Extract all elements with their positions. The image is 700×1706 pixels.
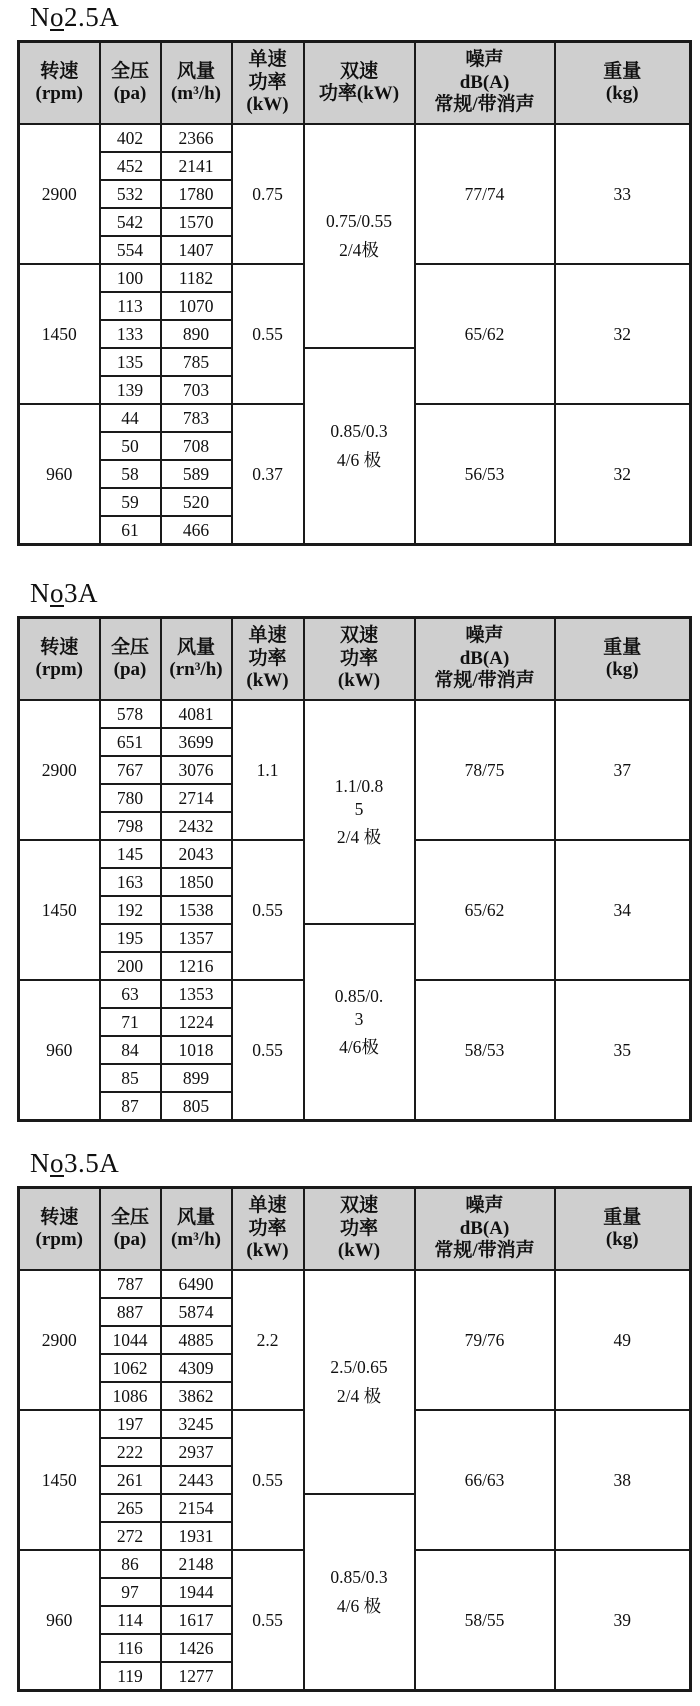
cell-pressure: 84 xyxy=(100,1036,161,1064)
dual-power-line: 2.5/0.65 xyxy=(330,1357,388,1378)
column-header-pressure xyxy=(100,618,161,701)
cell-weight: 37 xyxy=(555,700,691,840)
column-header-weight xyxy=(555,1188,691,1271)
cell-single-power: 0.55 xyxy=(232,264,304,404)
cell-pressure: 116 xyxy=(100,1634,161,1662)
fan-spec-table xyxy=(17,616,692,1122)
header-line: 转速 xyxy=(40,60,79,82)
cell-dual-power xyxy=(304,1270,415,1494)
cell-pressure: 139 xyxy=(100,376,161,404)
cell-airflow: 805 xyxy=(161,1092,232,1121)
title-underlined-o: o xyxy=(50,1148,64,1178)
cell-speed: 1450 xyxy=(19,264,100,404)
cell-dual-power xyxy=(304,124,415,348)
cell-airflow: 1538 xyxy=(161,896,232,924)
cell-noise: 79/76 xyxy=(415,1270,555,1410)
dual-power-line: 4/6 极 xyxy=(336,1596,382,1616)
table-row xyxy=(19,124,691,152)
cell-weight: 49 xyxy=(555,1270,691,1410)
header-line: 单速 xyxy=(248,49,287,71)
header-line: 风量 xyxy=(176,636,215,658)
cell-pressure: 100 xyxy=(100,264,161,292)
header-line: (kg) xyxy=(605,659,639,680)
cell-pressure: 1044 xyxy=(100,1326,161,1354)
cell-single-power: 0.55 xyxy=(232,980,304,1121)
cell-single-power: 0.75 xyxy=(232,124,304,264)
cell-airflow: 2937 xyxy=(161,1438,232,1466)
cell-single-power: 0.55 xyxy=(232,840,304,980)
header-row xyxy=(19,42,691,125)
cell-airflow: 1216 xyxy=(161,952,232,980)
header-line: (kg) xyxy=(605,1229,639,1250)
column-header-airflow xyxy=(161,618,232,701)
header-line: 转速 xyxy=(40,636,79,658)
table-block-no3-5a xyxy=(17,1148,689,1692)
header-line: 常规/带消声 xyxy=(434,670,535,692)
title-prefix: N xyxy=(30,578,50,608)
cell-airflow: 1353 xyxy=(161,980,232,1008)
column-header-dual-power xyxy=(304,1188,415,1271)
cell-dual-power xyxy=(304,348,415,545)
column-header-noise xyxy=(415,1188,555,1271)
cell-speed: 1450 xyxy=(19,1410,100,1550)
cell-airflow: 1407 xyxy=(161,236,232,264)
header-row xyxy=(19,618,691,701)
cell-pressure: 58 xyxy=(100,460,161,488)
header-line: (rpm) xyxy=(35,83,83,104)
cell-pressure: 50 xyxy=(100,432,161,460)
header-line: (pa) xyxy=(113,1229,147,1250)
table-row xyxy=(19,700,691,728)
cell-noise: 65/62 xyxy=(415,840,555,980)
cell-airflow: 3699 xyxy=(161,728,232,756)
cell-speed: 960 xyxy=(19,980,100,1121)
header-line: (m³/h) xyxy=(170,1229,222,1250)
cell-airflow: 3245 xyxy=(161,1410,232,1438)
dual-power-line: 0.85/0. xyxy=(334,985,384,1006)
column-header-single-power xyxy=(232,1188,304,1271)
cell-airflow: 2141 xyxy=(161,152,232,180)
cell-airflow: 1780 xyxy=(161,180,232,208)
title-suffix: 2.5A xyxy=(64,2,120,32)
cell-airflow: 890 xyxy=(161,320,232,348)
cell-pressure: 87 xyxy=(100,1092,161,1121)
cell-pressure: 113 xyxy=(100,292,161,320)
cell-pressure: 1062 xyxy=(100,1354,161,1382)
cell-noise: 78/75 xyxy=(415,700,555,840)
cell-airflow: 589 xyxy=(161,460,232,488)
dual-power-line: 0.75/0.55 xyxy=(325,211,393,232)
header-line: 风量 xyxy=(176,60,215,82)
table-body xyxy=(19,1270,691,1691)
dual-power-line: 2/4 极 xyxy=(336,1386,382,1406)
header-line: 功率 xyxy=(248,647,287,669)
header-line: (kW) xyxy=(337,1240,381,1262)
cell-airflow: 1070 xyxy=(161,292,232,320)
cell-pressure: 787 xyxy=(100,1270,161,1298)
cell-noise: 58/55 xyxy=(415,1550,555,1691)
cell-airflow: 1018 xyxy=(161,1036,232,1064)
header-line: 重量 xyxy=(603,636,642,658)
dual-power-line: 2/4 极 xyxy=(336,827,382,848)
cell-pressure: 265 xyxy=(100,1494,161,1522)
dual-power-line: 3 xyxy=(354,1008,364,1029)
cell-dual-power xyxy=(304,1494,415,1691)
table-block-no2-5a xyxy=(17,2,689,546)
header-line: 常规/带消声 xyxy=(434,94,535,116)
cell-weight: 34 xyxy=(555,840,691,980)
header-line: (m³/h) xyxy=(170,83,222,104)
cell-pressure: 97 xyxy=(100,1578,161,1606)
cell-speed: 2900 xyxy=(19,124,100,264)
fan-spec-table xyxy=(17,1186,692,1692)
cell-pressure: 61 xyxy=(100,516,161,545)
cell-pressure: 44 xyxy=(100,404,161,432)
column-header-speed xyxy=(19,42,100,125)
header-row xyxy=(19,1188,691,1271)
cell-pressure: 261 xyxy=(100,1466,161,1494)
table-head xyxy=(19,42,691,125)
cell-weight: 39 xyxy=(555,1550,691,1691)
dual-power-line: 1.1/0.8 xyxy=(334,775,384,796)
title-suffix: 3.5A xyxy=(64,1148,120,1178)
cell-dual-power xyxy=(304,700,415,924)
fan-spec-table xyxy=(17,40,692,546)
cell-airflow: 4885 xyxy=(161,1326,232,1354)
cell-noise: 77/74 xyxy=(415,124,555,264)
table-head xyxy=(19,618,691,701)
cell-single-power: 0.37 xyxy=(232,404,304,545)
cell-pressure: 780 xyxy=(100,784,161,812)
cell-pressure: 272 xyxy=(100,1522,161,1550)
dual-power-line: 4/6极 xyxy=(339,1037,379,1058)
cell-pressure: 71 xyxy=(100,1008,161,1036)
column-header-weight xyxy=(555,42,691,125)
cell-airflow: 1426 xyxy=(161,1634,232,1662)
header-line: 噪声 xyxy=(465,625,504,647)
cell-speed: 960 xyxy=(19,404,100,545)
cell-airflow: 1617 xyxy=(161,1606,232,1634)
header-line: 单速 xyxy=(248,1195,287,1217)
table-body xyxy=(19,124,691,545)
cell-airflow: 899 xyxy=(161,1064,232,1092)
cell-single-power: 1.1 xyxy=(232,700,304,840)
cell-pressure: 119 xyxy=(100,1662,161,1691)
header-line: dB(A) xyxy=(459,1217,510,1239)
cell-airflow: 1224 xyxy=(161,1008,232,1036)
header-line: 全压 xyxy=(110,636,149,658)
dual-power-line: 4/6 极 xyxy=(336,450,382,470)
column-header-airflow xyxy=(161,42,232,125)
header-line: (kW) xyxy=(246,670,289,692)
cell-airflow: 3076 xyxy=(161,756,232,784)
cell-noise: 58/53 xyxy=(415,980,555,1121)
header-line: 风量 xyxy=(176,1206,215,1228)
cell-noise: 56/53 xyxy=(415,404,555,545)
cell-airflow: 6490 xyxy=(161,1270,232,1298)
table-row xyxy=(19,1270,691,1298)
title-underlined-o: o xyxy=(50,578,64,608)
cell-airflow: 4081 xyxy=(161,700,232,728)
cell-airflow: 783 xyxy=(161,404,232,432)
cell-speed: 1450 xyxy=(19,840,100,980)
cell-airflow: 2714 xyxy=(161,784,232,812)
cell-pressure: 59 xyxy=(100,488,161,516)
header-line: 双速 xyxy=(339,60,378,82)
cell-pressure: 452 xyxy=(100,152,161,180)
header-line: 噪声 xyxy=(465,49,504,71)
cell-airflow: 1944 xyxy=(161,1578,232,1606)
cell-airflow: 1277 xyxy=(161,1662,232,1691)
header-line: dB(A) xyxy=(459,647,510,669)
cell-speed: 2900 xyxy=(19,700,100,840)
header-line: 双速 xyxy=(339,625,378,647)
cell-airflow: 5874 xyxy=(161,1298,232,1326)
table-body xyxy=(19,700,691,1121)
cell-pressure: 85 xyxy=(100,1064,161,1092)
cell-airflow: 785 xyxy=(161,348,232,376)
cell-airflow: 520 xyxy=(161,488,232,516)
cell-dual-power xyxy=(304,924,415,1121)
cell-weight: 38 xyxy=(555,1410,691,1550)
cell-airflow: 1570 xyxy=(161,208,232,236)
dual-power-line: 0.85/0.3 xyxy=(330,421,388,442)
header-line: (rn³/h) xyxy=(169,659,223,680)
column-header-dual-power xyxy=(304,618,415,701)
header-line: 功率 xyxy=(339,1217,378,1239)
cell-airflow: 2432 xyxy=(161,812,232,840)
column-header-speed xyxy=(19,1188,100,1271)
cell-pressure: 798 xyxy=(100,812,161,840)
cell-speed: 2900 xyxy=(19,1270,100,1410)
cell-pressure: 114 xyxy=(100,1606,161,1634)
column-header-weight xyxy=(555,618,691,701)
cell-weight: 33 xyxy=(555,124,691,264)
header-line: (rpm) xyxy=(35,659,83,680)
column-header-dual-power xyxy=(304,42,415,125)
cell-pressure: 192 xyxy=(100,896,161,924)
cell-airflow: 703 xyxy=(161,376,232,404)
header-line: 转速 xyxy=(40,1206,79,1228)
cell-airflow: 1182 xyxy=(161,264,232,292)
title-prefix: N xyxy=(30,2,50,32)
header-line: 噪声 xyxy=(465,1195,504,1217)
cell-pressure: 63 xyxy=(100,980,161,1008)
cell-pressure: 402 xyxy=(100,124,161,152)
header-line: (kW) xyxy=(246,1240,289,1262)
cell-pressure: 542 xyxy=(100,208,161,236)
cell-airflow: 3862 xyxy=(161,1382,232,1410)
cell-airflow: 1850 xyxy=(161,868,232,896)
header-line: 功率 xyxy=(248,71,287,93)
column-header-noise xyxy=(415,42,555,125)
header-line: 单速 xyxy=(248,625,287,647)
header-line: (rpm) xyxy=(35,1229,83,1250)
table-title xyxy=(30,2,689,32)
cell-airflow: 2154 xyxy=(161,1494,232,1522)
cell-weight: 32 xyxy=(555,404,691,545)
cell-pressure: 195 xyxy=(100,924,161,952)
cell-pressure: 135 xyxy=(100,348,161,376)
title-prefix: N xyxy=(30,1148,50,1178)
column-header-single-power xyxy=(232,618,304,701)
cell-single-power: 2.2 xyxy=(232,1270,304,1410)
title-underlined-o: o xyxy=(50,2,64,32)
header-line: dB(A) xyxy=(459,71,510,93)
table-title xyxy=(30,578,689,608)
cell-pressure: 222 xyxy=(100,1438,161,1466)
header-line: 常规/带消声 xyxy=(434,1240,535,1262)
dual-power-line: 5 xyxy=(354,798,364,819)
dual-power-line: 2/4极 xyxy=(339,240,379,260)
table-title xyxy=(30,1148,689,1178)
cell-pressure: 133 xyxy=(100,320,161,348)
cell-airflow: 2043 xyxy=(161,840,232,868)
cell-noise: 65/62 xyxy=(415,264,555,404)
cell-airflow: 1931 xyxy=(161,1522,232,1550)
cell-pressure: 86 xyxy=(100,1550,161,1578)
cell-airflow: 2443 xyxy=(161,1466,232,1494)
cell-pressure: 1086 xyxy=(100,1382,161,1410)
cell-pressure: 145 xyxy=(100,840,161,868)
cell-pressure: 767 xyxy=(100,756,161,784)
cell-airflow: 2148 xyxy=(161,1550,232,1578)
cell-pressure: 532 xyxy=(100,180,161,208)
cell-single-power: 0.55 xyxy=(232,1550,304,1691)
cell-pressure: 887 xyxy=(100,1298,161,1326)
cell-airflow: 1357 xyxy=(161,924,232,952)
cell-airflow: 2366 xyxy=(161,124,232,152)
cell-pressure: 554 xyxy=(100,236,161,264)
header-line: (kW) xyxy=(337,670,381,692)
cell-pressure: 197 xyxy=(100,1410,161,1438)
header-line: 全压 xyxy=(110,60,149,82)
header-line: 重量 xyxy=(603,60,642,82)
header-line: 功率(kW) xyxy=(318,83,400,104)
cell-weight: 35 xyxy=(555,980,691,1121)
cell-pressure: 200 xyxy=(100,952,161,980)
header-line: 双速 xyxy=(339,1195,378,1217)
table-head xyxy=(19,1188,691,1271)
column-header-speed xyxy=(19,618,100,701)
cell-speed: 960 xyxy=(19,1550,100,1691)
cell-airflow: 4309 xyxy=(161,1354,232,1382)
title-suffix: 3A xyxy=(64,578,98,608)
column-header-noise xyxy=(415,618,555,701)
cell-weight: 32 xyxy=(555,264,691,404)
header-line: (pa) xyxy=(113,83,147,104)
cell-single-power: 0.55 xyxy=(232,1410,304,1550)
header-line: 重量 xyxy=(603,1206,642,1228)
header-line: 功率 xyxy=(248,1217,287,1239)
cell-pressure: 578 xyxy=(100,700,161,728)
table-block-no3a xyxy=(17,578,689,1122)
column-header-pressure xyxy=(100,42,161,125)
header-line: 功率 xyxy=(339,647,378,669)
cell-pressure: 163 xyxy=(100,868,161,896)
cell-airflow: 708 xyxy=(161,432,232,460)
header-line: 全压 xyxy=(110,1206,149,1228)
dual-power-line: 0.85/0.3 xyxy=(330,1567,388,1588)
column-header-airflow xyxy=(161,1188,232,1271)
cell-pressure: 651 xyxy=(100,728,161,756)
cell-noise: 66/63 xyxy=(415,1410,555,1550)
header-line: (kW) xyxy=(246,94,289,116)
column-header-single-power xyxy=(232,42,304,125)
header-line: (kg) xyxy=(605,83,639,104)
header-line: (pa) xyxy=(113,659,147,680)
cell-airflow: 466 xyxy=(161,516,232,545)
column-header-pressure xyxy=(100,1188,161,1271)
